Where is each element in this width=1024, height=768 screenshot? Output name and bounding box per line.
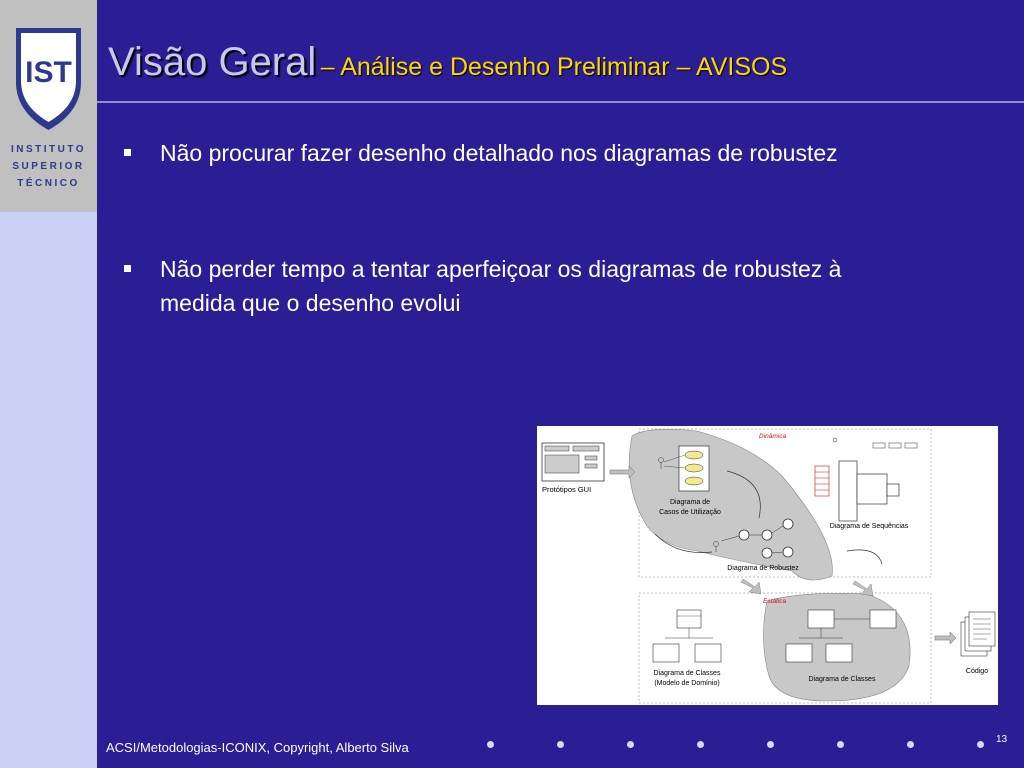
ist-shield-icon xyxy=(0,0,97,140)
page-number: 13 xyxy=(996,734,1008,745)
ist-logo xyxy=(0,0,97,212)
label-classes-dominio-1: Diagrama de Classes xyxy=(653,670,721,677)
slide-title xyxy=(108,40,787,85)
label-casos-uso-2: Casos de Utilização xyxy=(659,509,721,516)
logo-line-3: TÉCNICO xyxy=(17,178,80,189)
label-casos-uso-1: Diagrama de xyxy=(669,499,711,506)
footer-dot xyxy=(907,741,914,748)
slide-title-sub: – Análise e Desenho Preliminar – AVISOS xyxy=(320,53,788,81)
footer-dot xyxy=(977,741,984,748)
bullet-square-icon xyxy=(124,265,131,272)
label-prototipos: Protótipos GUI xyxy=(542,485,592,494)
label-robustez: Diagrama de Robustez xyxy=(727,565,799,572)
footer-dot xyxy=(557,741,564,748)
bullet-square-icon xyxy=(124,149,131,156)
label-classes-dominio-2: (Modelo de Domínio) xyxy=(654,680,720,687)
code-documents-icon xyxy=(961,612,995,656)
logo-line-1: INSTITUTO xyxy=(10,144,87,155)
svg-text:IST: IST xyxy=(25,56,72,89)
footer-dot xyxy=(697,741,704,748)
sequence-icon xyxy=(815,438,917,521)
footer-dot xyxy=(767,741,774,748)
footer-dot xyxy=(837,741,844,748)
bullet-item-2 xyxy=(124,252,884,320)
label-classes: Diagrama de Classes xyxy=(808,676,876,683)
bullet-item-1 xyxy=(124,136,884,170)
iconix-process-diagram xyxy=(537,426,998,705)
label-estatica: Estática xyxy=(763,598,787,605)
domain-model-icon xyxy=(653,610,721,662)
bullet-text-1: Não procurar fazer desenho detalhado nos diagramas de robustez xyxy=(160,140,838,166)
label-sequencias: Diagrama de Sequências xyxy=(829,523,909,530)
label-dinamica: Dinâmica xyxy=(759,433,787,440)
footer-copyright: ACSI/Metodologias-ICONIX, Copyright, Alberto Silva xyxy=(106,740,409,755)
logo-line-2: SUPERIOR xyxy=(12,161,85,172)
footer-dot xyxy=(627,741,634,748)
slide-title-main: Visão Geral xyxy=(108,40,317,84)
bullet-text-2: Não perder tempo a tentar aperfeiçoar os diagramas de robustez à medida que o desenho evolui xyxy=(160,256,842,316)
gui-prototype-icon xyxy=(542,443,604,481)
footer-dot xyxy=(487,741,494,748)
title-divider xyxy=(97,101,1024,103)
label-codigo: Código xyxy=(965,668,989,675)
